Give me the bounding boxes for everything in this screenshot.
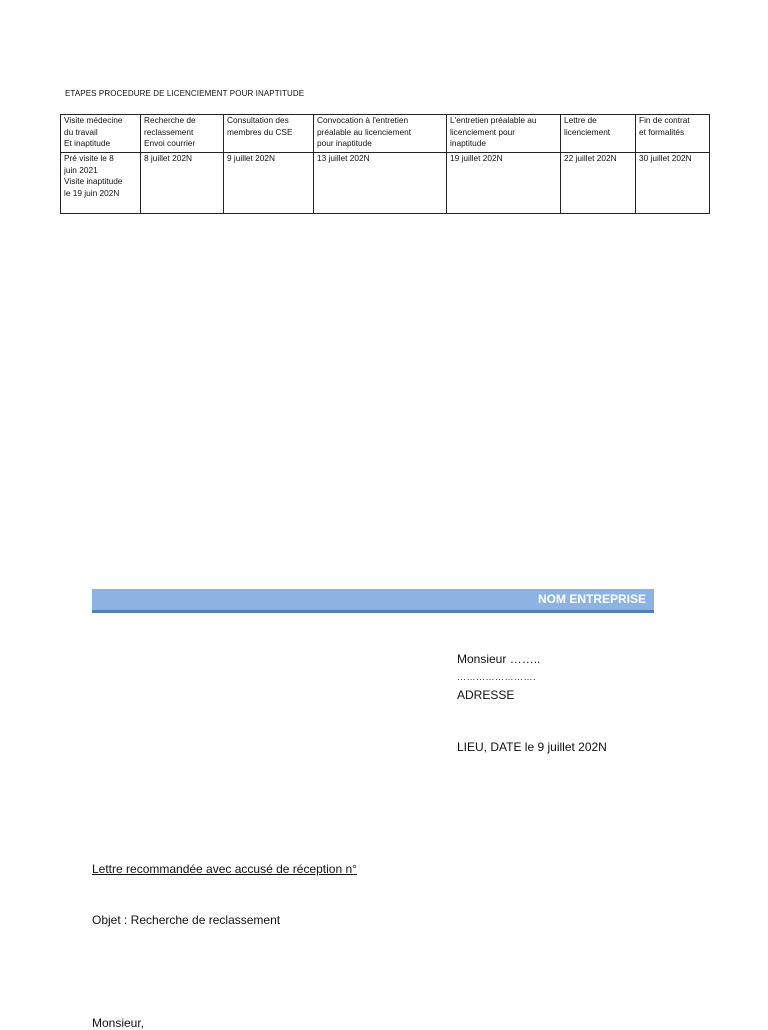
company-banner: [92, 589, 654, 613]
table-header-cell: Consultation des membres du CSE: [224, 115, 314, 153]
table-header-cell: Fin de contrat et formalités: [636, 115, 710, 153]
document-title: ETAPES PROCEDURE DE LICENCIEMENT POUR INAPTITUDE: [65, 89, 305, 98]
letter-subject: Objet : Recherche de reclassement: [92, 913, 281, 927]
table-cell: 22 juillet 202N: [561, 153, 636, 214]
table-row: [61, 153, 710, 214]
table-cell: 9 juillet 202N: [224, 153, 314, 214]
table-header-cell: Recherche de reclassement Envoi courrier: [141, 115, 224, 153]
table-cell: 19 juillet 202N: [447, 153, 561, 214]
table-cell: 30 juillet 202N: [636, 153, 710, 214]
registered-mail-line: Lettre recommandée avec accusé de réception n°: [92, 862, 357, 876]
table-header-cell: Lettre de licenciement: [561, 115, 636, 153]
table-header-cell: Visite médecine du travail Et inaptitude: [61, 115, 141, 153]
table-header-row: [61, 115, 710, 153]
place-date: LIEU, DATE le 9 juillet 202N: [457, 740, 607, 754]
recipient-dots: …………………….: [457, 672, 537, 682]
procedure-steps-table: [60, 114, 710, 214]
table-cell: 8 juillet 202N: [141, 153, 224, 214]
company-name: NOM ENTREPRISE: [537, 592, 646, 606]
letter-salutation: Monsieur,: [92, 1016, 145, 1030]
table-header-cell: Convocation à l'entretien préalable au licenciement pour inaptitude: [314, 115, 447, 153]
recipient-address: ADRESSE: [457, 688, 515, 702]
table-header-cell: L'entretien préalable au licenciement pour inaptitude: [447, 115, 561, 153]
table-cell: 13 juillet 202N: [314, 153, 447, 214]
recipient-name: Monsieur ……..: [457, 652, 541, 666]
table-cell: Pré visite le 8 juin 2021 Visite inaptitude le 19 juin 202N: [61, 153, 141, 214]
